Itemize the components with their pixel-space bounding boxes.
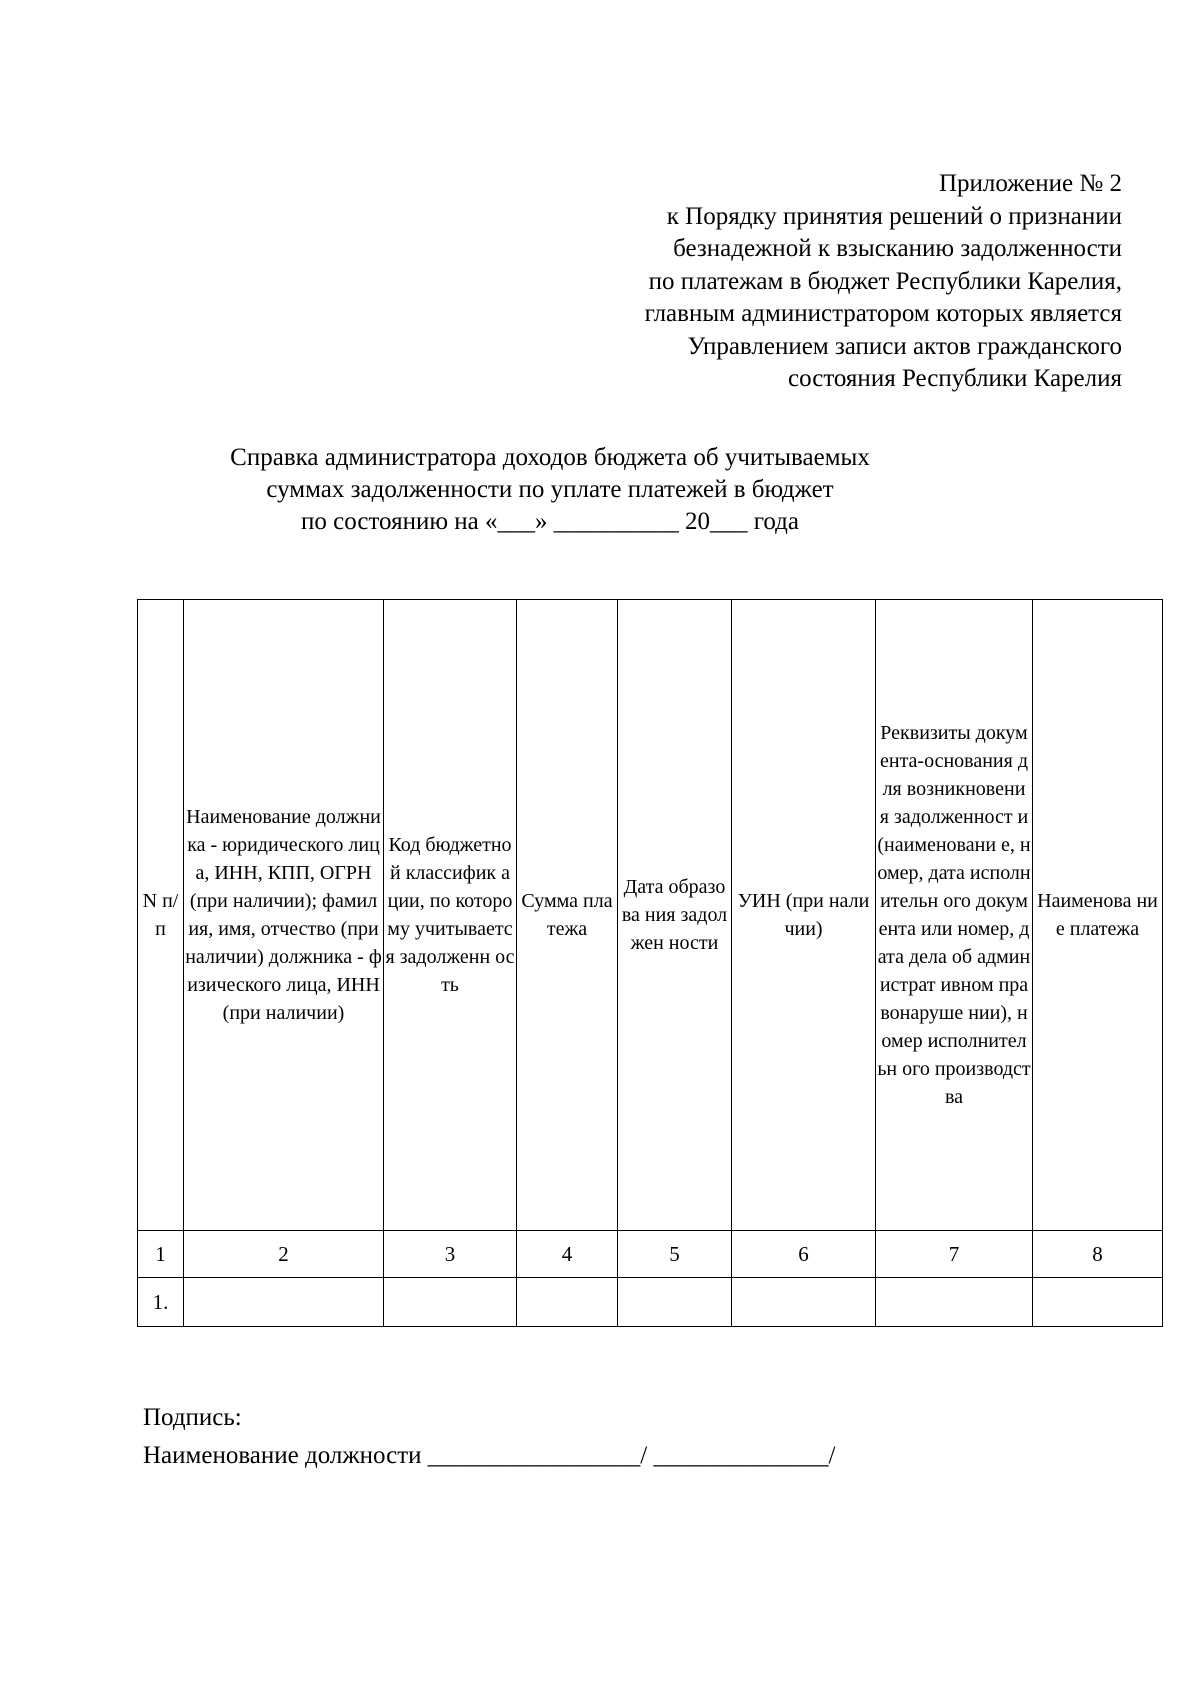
column-number: 1 [138,1231,184,1278]
header-basis-document: Реквизиты документа-основания для возникновени я задолженност и (наименовани е, номер, дата исполнительн ого документа или номер, дата дела об администрат ивном правонаруше нии), номер исполнительн ого производства [876,600,1033,1231]
title-line: Справка администратора доходов бюджета об учитываемых [230,444,870,471]
annex-header [422,168,1122,396]
table-cell-number: 1. [138,1278,184,1327]
column-number: 7 [876,1231,1033,1278]
table-cell [618,1278,732,1327]
table-cell [184,1278,384,1327]
annex-line: к Порядку принятия решений о признании [666,202,1122,230]
table-cell [1033,1278,1163,1327]
column-number: 4 [517,1231,618,1278]
column-number: 5 [618,1231,732,1278]
annex-line: Управлением записи актов гражданского [687,332,1122,360]
annex-line: состояния Республики Карелия [788,365,1122,392]
table-cell [517,1278,618,1327]
annex-line: Приложение № 2 [938,170,1122,197]
header-debt-date: Дата образова ния задолжен ности [618,600,732,1231]
signature-label: Подпись: [143,1404,242,1431]
title-line: по состоянию на «___» __________ 20___ года [301,508,799,535]
annex-line: безнадежной к взысканию задолженности [673,235,1122,262]
title-line: суммах задолженности по уплате платежей в бюджет [266,476,834,503]
header-row [138,600,1163,1231]
column-number: 2 [184,1231,384,1278]
debt-table [137,599,1163,1327]
column-number: 6 [732,1231,876,1278]
document-title [150,442,950,538]
column-number: 8 [1033,1231,1163,1278]
signature-block [143,1399,835,1475]
column-number-row [138,1231,1163,1278]
header-payment-amount: Сумма платежа [517,600,618,1231]
position-signature-line: Наименование должности _________________/ ______________/ [143,1442,836,1469]
header-uin: УИН (при наличии) [732,600,876,1231]
annex-line: по платежам в бюджет Республики Карелия, [648,267,1122,295]
table-cell [384,1278,517,1327]
table-cell [732,1278,876,1327]
column-number: 3 [384,1231,517,1278]
header-number: N п/п [138,600,184,1231]
table-cell [876,1278,1033,1327]
annex-line: главным администратором которых является [644,300,1122,327]
header-budget-code: Код бюджетной классифик ации, по которому учитываетс я задолженн ость [384,600,517,1231]
header-debtor-name: Наименование должника - юридического лица, ИНН, КПП, ОГРН (при наличии); фамилия, имя, отчество (при наличии) должника - физического лица, ИНН (при наличии) [184,600,384,1231]
header-payment-name: Наименова ние платежа [1033,600,1163,1231]
table-row [138,1278,1163,1327]
